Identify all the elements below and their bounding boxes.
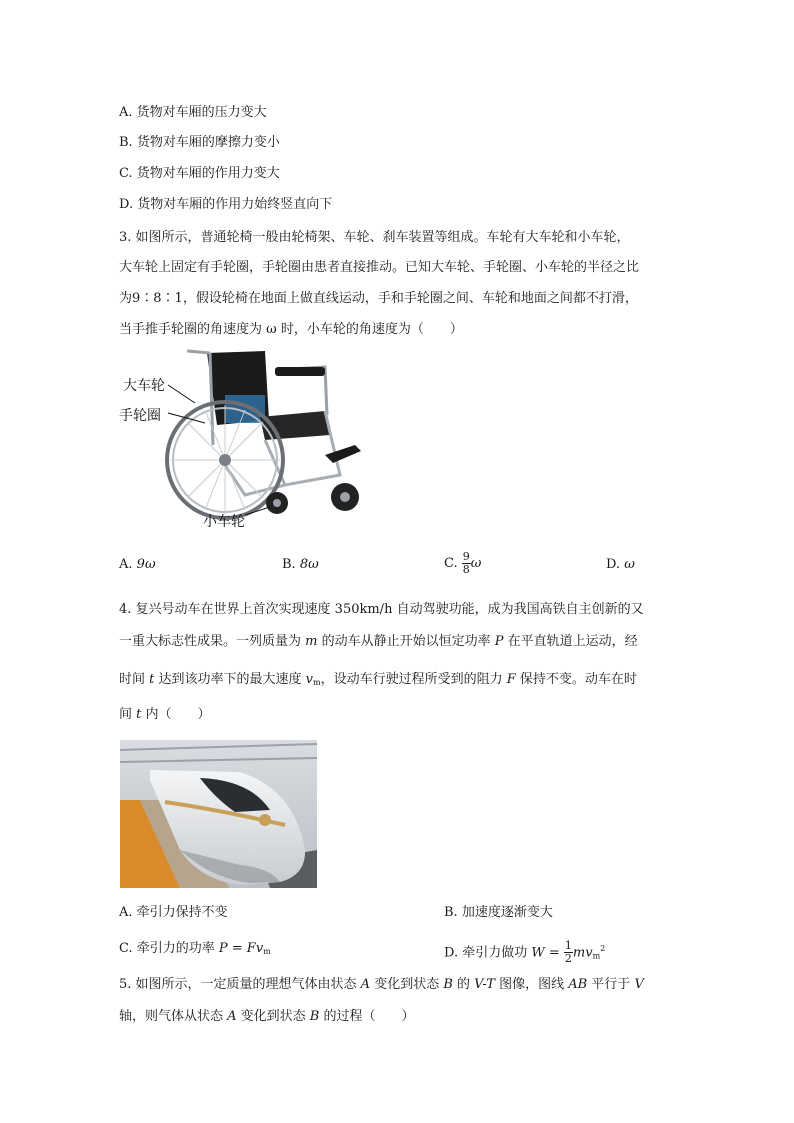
q5-stem-line-1 [119, 975, 644, 995]
q3-stem-line-2: 大车轮上固定有手轮圈，手轮圈由患者直接推动。已知大车轮、手轮圈、小车轮的半径之比 [119, 260, 640, 275]
q5-symbol-a-2: A [227, 1009, 237, 1024]
q5-line1-text-e: 平行于 [587, 977, 635, 992]
q4-option-d-fraction [564, 940, 573, 965]
q4-line3-text-b: 达到该功率下的最大速度 [154, 672, 306, 687]
q4-option-d-sup: 2 [600, 944, 606, 953]
q5-symbol-b-2: B [309, 1009, 320, 1024]
q5-symbol-b: B [443, 977, 453, 992]
q4-option-c-text: C. 牵引力的功率 [119, 941, 219, 956]
q4-symbol-v-sub: m [313, 678, 321, 687]
q4-option-b: B. 加速度逐渐变大 [444, 905, 553, 920]
q4-option-d [444, 928, 605, 977]
q4-line2-text-b: 的动车从静止开始以恒定功率 [317, 634, 495, 649]
q3-option-b [282, 555, 319, 575]
q5-symbol-v: V [634, 977, 644, 992]
q3-option-d-value: ω [624, 557, 635, 572]
q5-symbol-ab: AB [568, 977, 588, 992]
q5-line2-text-b: 变化到状态 [236, 1009, 310, 1024]
q4-symbol-v: v [305, 672, 313, 687]
q4-option-a: A. 牵引力保持不变 [119, 905, 228, 920]
q4-stem-line-2 [119, 632, 638, 652]
q2-option-c: C. 货物对车厢的作用力变大 [119, 166, 280, 181]
q5-line1-text-d: 图像，图线 [494, 977, 569, 992]
q4-line3-text-a: 时间 [119, 672, 150, 687]
q3-option-c-numerator: 9 [462, 550, 470, 563]
q3-option-c-omega: ω [470, 556, 482, 571]
q2-option-d: D. 货物对车厢的作用力始终竖直向下 [119, 197, 333, 212]
q4-symbol-m: m [305, 634, 318, 649]
q3-option-a [119, 555, 156, 575]
label-hand-rim: 手轮圈 [119, 408, 161, 424]
q3-option-c-fraction [462, 551, 471, 576]
wheelchair-image [165, 345, 385, 525]
q5-symbol-a: A [360, 977, 371, 992]
q4-line4-text-b: 内（ ） [141, 707, 211, 722]
q4-stem-line-1: 4. 复兴号动车在世界上首次实现速度 350km/h 自动驾驶功能，成为我国高铁自主创新的又 [119, 602, 644, 617]
q4-option-d-numerator: 1 [564, 939, 572, 953]
q3-option-a-label: A. [119, 557, 133, 572]
q4-option-c [119, 939, 271, 962]
q4-option-c-sub: m [263, 947, 271, 956]
q3-option-c-denominator: 8 [462, 563, 470, 576]
q2-option-a: A. 货物对车厢的压力变大 [119, 105, 267, 120]
q4-option-d-sub: m [592, 951, 601, 961]
q4-option-d-text: D. 牵引力做功 [444, 945, 532, 961]
q4-symbol-t: t [149, 672, 155, 687]
q4-option-c-formula: P = Fv [218, 941, 264, 956]
q4-option-d-denominator: 2 [564, 952, 572, 966]
q3-option-d [606, 555, 635, 575]
q4-line3-text-d: 保持不变。动车在时 [515, 672, 637, 687]
q5-line1-text-c: 的 [452, 977, 475, 992]
q4-line4-text-a: 间 [119, 707, 137, 722]
q4-symbol-t-2: t [136, 707, 142, 722]
q3-option-c-label: C. [444, 556, 458, 571]
q4-line2-text-a: 一重大标志性成果。一列质量为 [119, 634, 306, 649]
q5-line1-text-a: 5. 如图所示，一定质量的理想气体由状态 [119, 977, 361, 992]
q4-option-d-w: W = [531, 945, 564, 961]
q4-line3-text-c: ，设动车行驶过程所受到的阻力 [320, 672, 507, 687]
q5-line2-text-a: 轴，则气体从状态 [119, 1009, 228, 1024]
q3-option-c [444, 544, 481, 584]
label-big-wheel: 大车轮 [123, 378, 165, 394]
q4-symbol-p: P [494, 634, 504, 649]
q3-stem-line-4: 当手推手轮圈的角速度为 ω 时，小车轮的角速度为（ ） [119, 322, 463, 337]
q3-option-d-label: D. [606, 557, 621, 572]
q4-line2-text-c: 在平直轨道上运动，经 [503, 634, 638, 649]
q4-stem-line-4 [119, 705, 211, 725]
q4-symbol-f: F [506, 672, 516, 687]
q3-option-a-value: 9ω [136, 557, 156, 572]
q4-option-d-mv: mv [572, 945, 593, 961]
q5-line1-text-b: 变化到状态 [370, 977, 444, 992]
train-photo [120, 740, 317, 888]
q4-stem-line-3 [119, 670, 637, 693]
q3-stem-line-3: 为9∶8∶1，假设轮椅在地面上做直线运动，手和手轮圈之间、车轮和地面之间都不打滑， [119, 291, 638, 306]
label-small-wheel: 小车轮 [203, 514, 245, 530]
q5-symbol-vt: V-T [474, 977, 495, 992]
q2-option-b: B. 货物对车厢的摩擦力变小 [119, 135, 280, 150]
q3-option-b-label: B. [282, 557, 296, 572]
q5-line2-text-c: 的过程（ ） [319, 1009, 415, 1024]
q5-stem-line-2 [119, 1007, 415, 1027]
q3-option-b-value: 8ω [299, 557, 319, 572]
q3-stem-line-1: 3. 如图所示，普通轮椅一般由轮椅架、车轮、刹车装置等组成。车轮有大车轮和小车轮， [119, 230, 630, 245]
